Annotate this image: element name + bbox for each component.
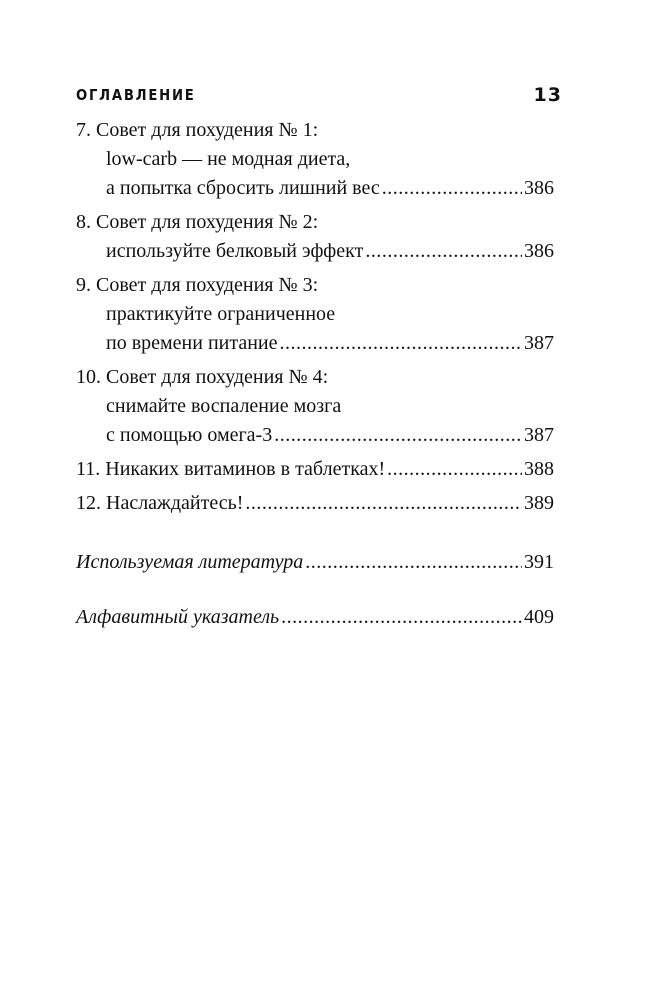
dot-leader <box>365 237 522 266</box>
toc-entry-10[interactable] <box>76 363 554 450</box>
toc-page-number: 387 <box>524 332 554 354</box>
toc-entry-leader-line <box>76 421 554 450</box>
toc-page-number: 388 <box>524 458 554 480</box>
toc-entry-title: Используемая литература <box>76 551 304 573</box>
toc-entry-title: 9. Совет для похудения № 3: <box>76 274 319 296</box>
toc-page-number: 387 <box>524 424 554 446</box>
dot-leader <box>280 329 522 358</box>
toc-entry-title: 12. Наслаждайтесь! <box>76 492 244 514</box>
toc-entry-title: 7. Совет для похудения № 1: <box>76 119 319 141</box>
toc-entry-9[interactable] <box>76 271 554 358</box>
toc-entry-subtitle: используйте белковый эффект <box>106 240 364 262</box>
toc-entry-subtitle: по времени питание <box>106 332 278 354</box>
toc-page-number: 409 <box>524 606 554 628</box>
table-of-contents <box>76 116 554 637</box>
toc-entry-subtitle: low-carb — не модная диета, <box>106 148 351 170</box>
toc-entry-12[interactable] <box>76 489 554 518</box>
toc-entry-subtitle: практикуйте ограниченное <box>106 303 336 325</box>
toc-entry-leader-line <box>76 489 554 518</box>
toc-entry-subtitle: с помощью омега-3 <box>106 424 273 446</box>
dot-leader <box>245 489 522 518</box>
toc-entry-leader-line <box>76 174 554 203</box>
toc-page-number: 386 <box>524 240 554 262</box>
toc-entry-references[interactable] <box>76 548 554 577</box>
page-number: 13 <box>533 84 562 106</box>
toc-entry-title: 8. Совет для похудения № 2: <box>76 211 319 233</box>
page-header <box>76 80 562 110</box>
dot-leader <box>305 548 522 577</box>
toc-entry-7[interactable] <box>76 116 554 203</box>
toc-page-number: 389 <box>524 492 554 514</box>
toc-entry-index[interactable] <box>76 603 554 632</box>
toc-entry-leader-line <box>76 603 554 632</box>
toc-entry-title: 11. Никаких витаминов в таблетках! <box>76 458 386 480</box>
dot-leader <box>281 603 522 632</box>
toc-entry-leader-line <box>76 455 554 484</box>
running-title: ОГЛАВЛЕНИЕ <box>76 86 196 104</box>
toc-entry-title: Алфавитный указатель <box>76 606 280 628</box>
toc-entry-8[interactable] <box>76 208 554 266</box>
toc-entry-title: 10. Совет для похудения № 4: <box>76 366 329 388</box>
toc-entry-leader-line <box>76 237 554 266</box>
toc-entry-11[interactable] <box>76 455 554 484</box>
toc-entry-leader-line <box>76 329 554 358</box>
toc-page-number: 391 <box>524 551 554 573</box>
dot-leader <box>382 174 522 203</box>
toc-page-number: 386 <box>524 177 554 199</box>
dot-leader <box>387 455 522 484</box>
toc-entry-subtitle: снимайте воспаление мозга <box>106 395 342 417</box>
toc-entry-subtitle: а попытка сбросить лишний вес <box>106 177 380 199</box>
dot-leader <box>274 421 522 450</box>
toc-entry-leader-line <box>76 548 554 577</box>
